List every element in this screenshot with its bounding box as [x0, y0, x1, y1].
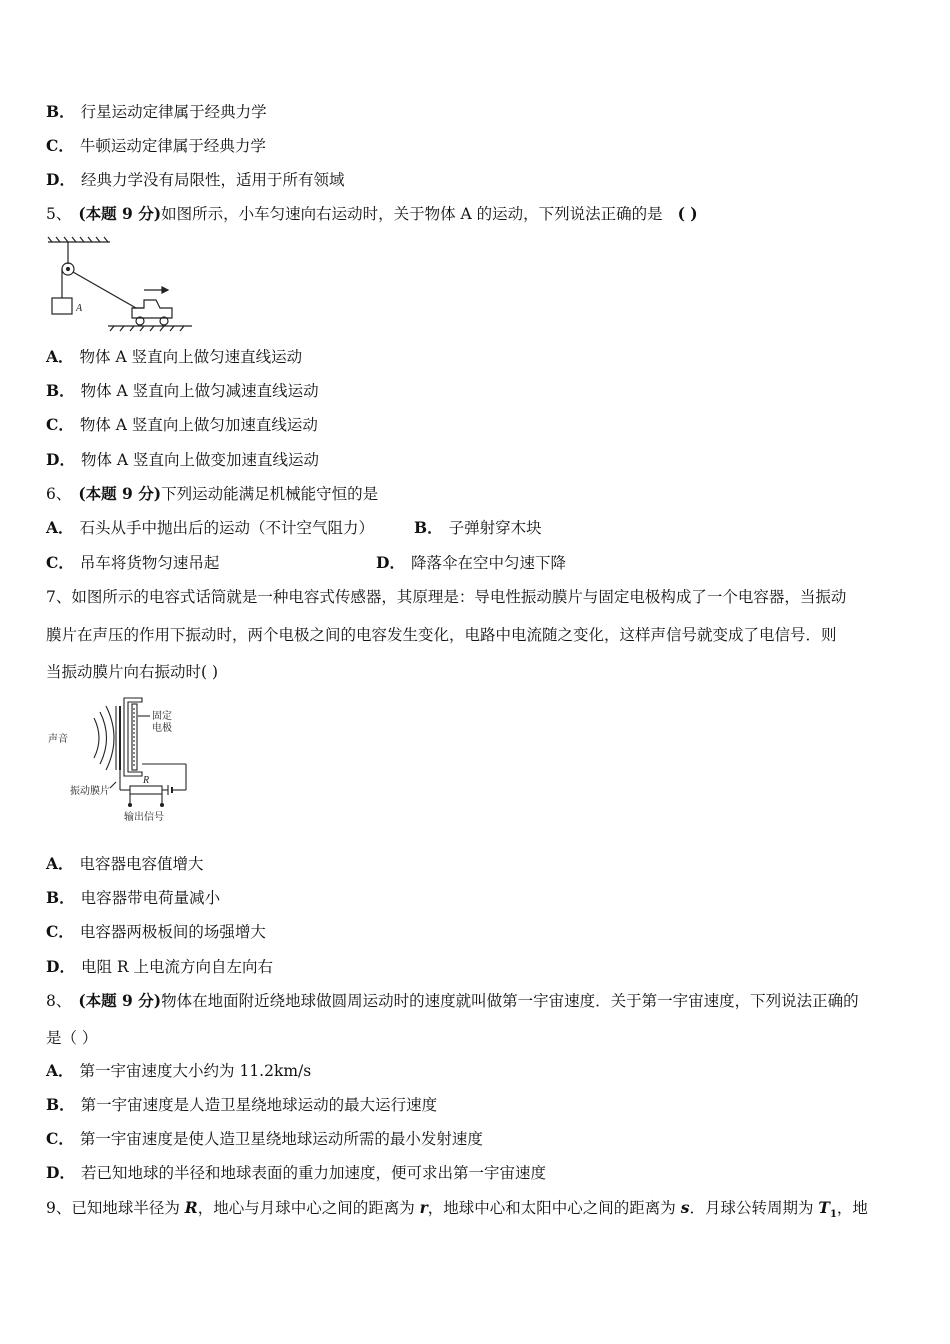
q7-option-a: A． 电容器电容值增大 — [46, 854, 204, 873]
q7-figure-label-diaphragm: 振动膜片 — [70, 786, 110, 797]
q5-figure-label-a: A — [76, 303, 83, 314]
q6-option-d: D． 降落伞在空中匀速下降 — [376, 553, 566, 572]
q6-option-b: B． 子弹射穿木块 — [414, 518, 542, 537]
q8-option-c: C． 第一宇宙速度是使人造卫星绕地球运动所需的最小发射速度 — [46, 1129, 483, 1148]
q4-option-b: B． 行星运动定律属于经典力学 — [46, 102, 267, 121]
q7-stem-line-3: 当振动膜片向右振动时( ) — [46, 663, 219, 681]
q7-figure-label-fixed-2: 电极 — [152, 723, 172, 734]
q7-option-b: B． 电容器带电荷量减小 — [46, 888, 221, 907]
q8-option-b: B． 第一宇宙速度是人造卫星绕地球运动的最大运行速度 — [46, 1095, 438, 1114]
q7-figure-label-sound: 声音 — [48, 734, 68, 745]
q5-stem: 5、 (本题 9 分)如图所示，小车匀速向右运动时，关于物体 A 的运动，下列说法正确的是 ( ) — [46, 204, 698, 223]
q4-option-d: D． 经典力学没有局限性，适用于所有领域 — [46, 170, 345, 189]
q7-figure-microphone — [46, 694, 194, 828]
q5-option-a: A． 物体 A 竖直向上做匀速直线运动 — [46, 347, 303, 366]
q5-option-b: B． 物体 A 竖直向上做匀减速直线运动 — [46, 381, 319, 400]
q5-figure-pulley-car — [44, 236, 194, 332]
q6-option-c: C． 吊车将货物匀速吊起 — [46, 553, 220, 572]
q7-figure-label-output: 输出信号 — [124, 812, 164, 823]
q7-option-c: C． 电容器两极板间的场强增大 — [46, 922, 266, 941]
q7-option-d: D． 电阻 R 上电流方向自左向右 — [46, 957, 273, 976]
q5-option-c: C． 物体 A 竖直向上做匀加速直线运动 — [46, 415, 318, 434]
q7-stem-line-1: 7、如图所示的电容式话筒就是一种电容式传感器，其原理是：导电性振动膜片与固定电极构成了一个电容器，当振动 — [46, 588, 847, 606]
q8-option-a: A． 第一宇宙速度大小约为 11.2km/s — [46, 1061, 312, 1080]
q7-figure-label-resistor: R — [143, 775, 150, 786]
q6-stem: 6、 (本题 9 分)下列运动能满足机械能守恒的是 — [46, 484, 379, 503]
q6-option-a: A． 石头从手中抛出后的运动（不计空气阻力） — [46, 518, 375, 537]
q7-figure-label-fixed-1: 固定 — [152, 711, 172, 722]
q4-option-c: C． 牛顿运动定律属于经典力学 — [46, 136, 266, 155]
q9-stem: 9、已知地球半径为 R，地心与月球中心之间的距离为 r，地球中心和太阳中心之间的距离为 s．月球公转周期为 $T_1$，地 — [46, 1198, 868, 1221]
q8-stem: 8、 (本题 9 分)物体在地面附近绕地球做圆周运动时的速度就叫做第一宇宙速度．关于第一宇宙速度，下列说法正确的 — [46, 991, 859, 1010]
q8-stem-line-2: 是（ ） — [46, 1029, 98, 1047]
q7-stem-line-2: 膜片在声压的作用下振动时，两个电极之间的电容发生变化，电路中电流随之变化，这样声信号就变成了电信号．则 — [46, 626, 837, 644]
q5-option-d: D． 物体 A 竖直向上做变加速直线运动 — [46, 450, 320, 469]
q8-option-d: D． 若已知地球的半径和地球表面的重力加速度，便可求出第一宇宙速度 — [46, 1163, 546, 1182]
